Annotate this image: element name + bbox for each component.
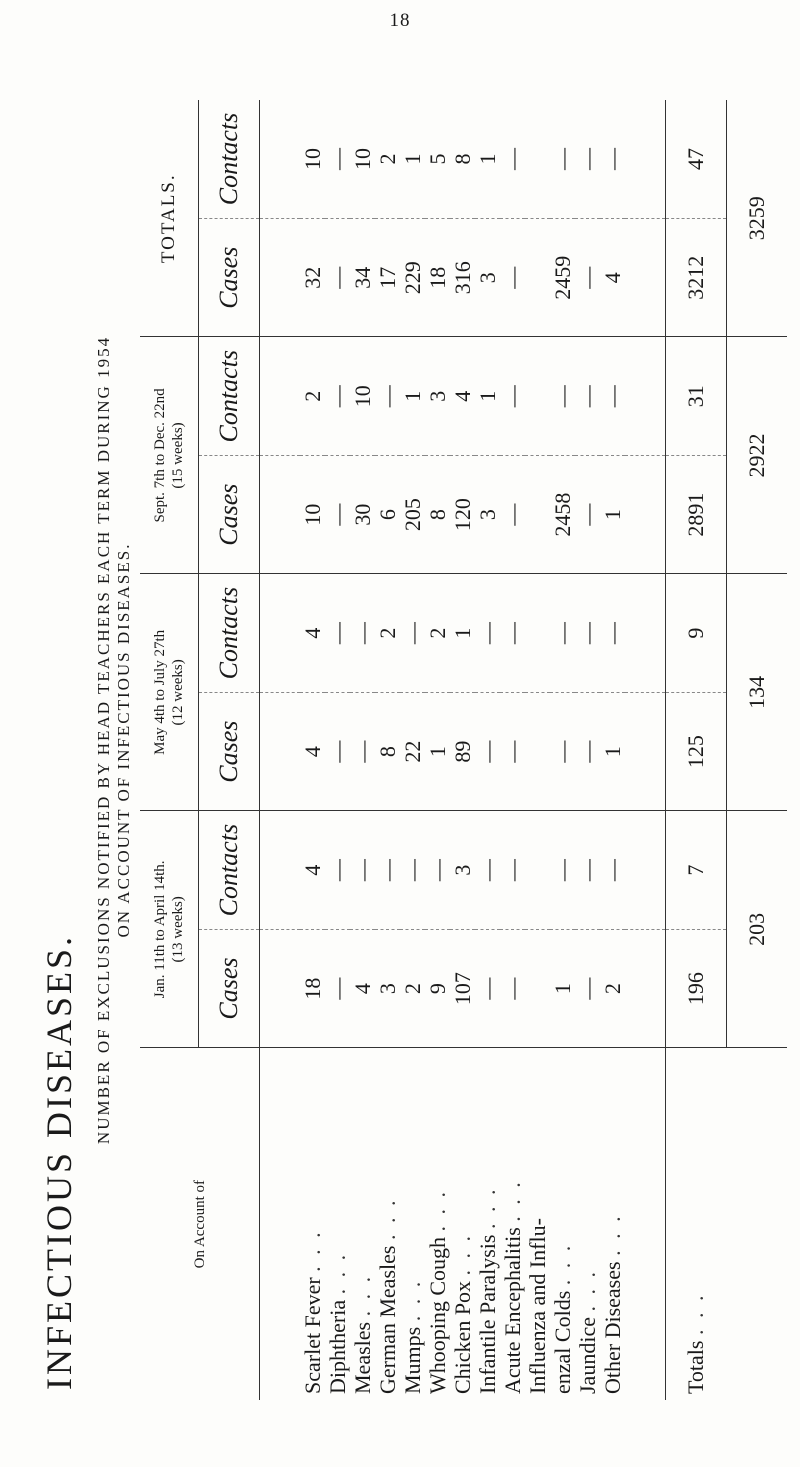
cases-cell: 2458 xyxy=(550,455,575,573)
cases-cell: 1 xyxy=(600,455,625,573)
table-row xyxy=(400,100,425,1400)
cases-cell: — xyxy=(350,692,375,810)
leader-dots: . . . xyxy=(600,1213,625,1256)
contacts-cell: — xyxy=(400,811,425,929)
table-row xyxy=(550,100,575,1400)
subtitle-line-2: ON ACCOUNT OF INFECTIOUS DISEASES. xyxy=(114,542,133,938)
cases-cell xyxy=(525,929,550,1047)
disease-label: Whooping Cough . . . xyxy=(425,1188,450,1394)
cases-cell: — xyxy=(575,219,600,337)
contacts-cell: — xyxy=(575,337,600,455)
cases-cell: — xyxy=(500,929,525,1047)
cases-cell: — xyxy=(325,692,350,810)
cases-cell: 34 xyxy=(350,219,375,337)
disease-label: Influenza and Influ- xyxy=(525,1218,550,1394)
contacts-cell: 2 xyxy=(425,574,450,692)
cases-cell: 1 xyxy=(425,692,450,810)
contacts-cell: 10 xyxy=(300,100,325,219)
disease-label: enzal Colds . . . xyxy=(550,1242,575,1394)
contacts-cell xyxy=(525,100,550,219)
cases-cell: — xyxy=(500,219,525,337)
grand-total-cell: 203 xyxy=(727,811,788,1048)
leader-dots: . . . xyxy=(375,1197,400,1241)
grand-total-cell: 2922 xyxy=(727,337,788,574)
total-cell: 196 xyxy=(666,929,727,1047)
cases-cell: 10 xyxy=(300,455,325,573)
disease-label: Measles . . . xyxy=(350,1273,375,1394)
contacts-cell: — xyxy=(325,100,350,219)
contacts-cell: 10 xyxy=(350,337,375,455)
contacts-cell xyxy=(525,811,550,929)
leader-dots: . . . xyxy=(325,1251,350,1295)
contacts-cell: — xyxy=(575,811,600,929)
cases-cell: 8 xyxy=(425,455,450,573)
total-cell: 2891 xyxy=(666,455,727,573)
contacts-cell: — xyxy=(550,100,575,219)
cases-cell: 316 xyxy=(450,219,475,337)
col-contacts: Contacts xyxy=(199,337,260,455)
leader-dots: . . . xyxy=(425,1188,450,1232)
leader-dots: . . . xyxy=(450,1232,475,1276)
disease-label: Infantile Paralysis . . . xyxy=(475,1186,500,1394)
rotated-page xyxy=(30,90,790,1420)
cases-cell: 17 xyxy=(375,219,400,337)
cases-cell: 229 xyxy=(400,219,425,337)
contacts-cell: — xyxy=(500,574,525,692)
cases-cell: 22 xyxy=(400,692,425,810)
cases-cell: — xyxy=(550,692,575,810)
contacts-cell: — xyxy=(375,337,400,455)
leader-dots: . . . xyxy=(475,1186,500,1230)
contacts-cell: — xyxy=(500,100,525,219)
cases-cell: 6 xyxy=(375,455,400,573)
table-row xyxy=(600,100,625,1400)
term-header-3: Sept. 7th to Dec. 22nd (15 weeks) xyxy=(140,337,199,574)
totals-row xyxy=(666,100,727,1400)
cases-cell: 107 xyxy=(450,929,475,1047)
contacts-cell: — xyxy=(600,811,625,929)
col-cases: Cases xyxy=(199,219,260,337)
disease-label: German Measles . . . xyxy=(375,1197,400,1394)
cases-cell: 32 xyxy=(300,219,325,337)
disease-label: Scarlet Fever . . . xyxy=(300,1229,325,1394)
total-cell: 125 xyxy=(666,692,727,810)
contacts-cell: — xyxy=(325,337,350,455)
contacts-cell: — xyxy=(600,574,625,692)
cases-cell: — xyxy=(575,692,600,810)
table-row xyxy=(575,100,600,1400)
contacts-cell: — xyxy=(600,337,625,455)
table-row xyxy=(325,100,350,1400)
contacts-cell: 5 xyxy=(425,100,450,219)
contacts-cell: — xyxy=(375,811,400,929)
contacts-cell: — xyxy=(350,574,375,692)
cases-cell: — xyxy=(475,929,500,1047)
total-cell: 7 xyxy=(666,811,727,929)
table-row xyxy=(350,100,375,1400)
cases-cell: — xyxy=(575,929,600,1047)
contacts-cell: — xyxy=(325,574,350,692)
contacts-cell: 10 xyxy=(350,100,375,219)
table-row xyxy=(300,100,325,1400)
totals-label: Totals . . . xyxy=(666,1048,727,1400)
grand-total-cell: 3259 xyxy=(727,100,788,337)
contacts-cell xyxy=(525,337,550,455)
contacts-cell: 4 xyxy=(450,337,475,455)
cases-cell: — xyxy=(475,692,500,810)
contacts-cell: 1 xyxy=(400,337,425,455)
col-contacts: Contacts xyxy=(199,811,260,929)
cases-cell xyxy=(525,219,550,337)
contacts-cell: — xyxy=(350,811,375,929)
cases-cell: 1 xyxy=(550,929,575,1047)
subtitle-line-1: NUMBER OF EXCLUSIONS NOTIFIED BY HEAD TEACHERS EACH TERM DURING 1954 xyxy=(94,335,113,1145)
cases-cell: 205 xyxy=(400,455,425,573)
cases-cell: 4 xyxy=(300,692,325,810)
contacts-cell: — xyxy=(600,100,625,219)
total-cell: 47 xyxy=(666,100,727,219)
leader-dots: . . . xyxy=(400,1278,425,1322)
contacts-cell: — xyxy=(550,337,575,455)
cases-cell: — xyxy=(500,692,525,810)
contacts-cell: — xyxy=(500,811,525,929)
page-title: INFECTIOUS DISEASES. xyxy=(39,933,79,1390)
table-row xyxy=(425,100,450,1400)
term-header-2: May 4th to July 27th (12 weeks) xyxy=(140,574,199,811)
leader-dots: . . . xyxy=(550,1242,575,1286)
cases-cell: 8 xyxy=(375,692,400,810)
cases-cell: 3 xyxy=(475,455,500,573)
grand-total-cell: 134 xyxy=(727,574,788,811)
table-row xyxy=(450,100,475,1400)
contacts-cell: 1 xyxy=(475,100,500,219)
leader-dots: . . . xyxy=(500,1179,525,1222)
cases-cell: 9 xyxy=(425,929,450,1047)
contacts-cell: 3 xyxy=(425,337,450,455)
cases-cell xyxy=(525,455,550,573)
contacts-cell: 8 xyxy=(450,100,475,219)
exclusions-table xyxy=(140,100,787,1400)
contacts-cell: 3 xyxy=(450,811,475,929)
cases-cell: 2459 xyxy=(550,219,575,337)
disease-label: Chicken Pox . . . xyxy=(450,1232,475,1394)
cases-cell: 1 xyxy=(600,692,625,810)
cases-cell: 4 xyxy=(350,929,375,1047)
cases-cell: 2 xyxy=(600,929,625,1047)
contacts-cell: — xyxy=(325,811,350,929)
cases-cell: 18 xyxy=(425,219,450,337)
total-cell: 3212 xyxy=(666,219,727,337)
contacts-cell: 1 xyxy=(400,100,425,219)
col-cases: Cases xyxy=(199,455,260,573)
cases-cell: 2 xyxy=(400,929,425,1047)
contacts-cell: 4 xyxy=(300,811,325,929)
contacts-cell: 1 xyxy=(450,574,475,692)
col-contacts: Contacts xyxy=(199,574,260,692)
contacts-cell: — xyxy=(500,337,525,455)
table-row xyxy=(475,100,500,1400)
row-header: On Account of xyxy=(140,1048,260,1400)
cases-cell: — xyxy=(325,219,350,337)
cases-cell: — xyxy=(500,455,525,573)
disease-label: Mumps . . . xyxy=(400,1278,425,1394)
contacts-cell: — xyxy=(550,811,575,929)
cases-cell: 3 xyxy=(475,219,500,337)
contacts-cell: — xyxy=(575,574,600,692)
grand-totals-row xyxy=(727,100,788,1400)
table-row xyxy=(375,100,400,1400)
col-cases: Cases xyxy=(199,929,260,1047)
table-row xyxy=(525,100,550,1400)
contacts-cell: — xyxy=(475,574,500,692)
cases-cell: 30 xyxy=(350,455,375,573)
disease-label: Acute Encephalitis . . . xyxy=(500,1179,525,1394)
total-cell: 9 xyxy=(666,574,727,692)
cases-cell: — xyxy=(325,929,350,1047)
term-header-1: Jan. 11th to April 14th. (13 weeks) xyxy=(140,811,199,1048)
contacts-cell: 1 xyxy=(475,337,500,455)
cases-cell: — xyxy=(325,455,350,573)
table-row xyxy=(500,100,525,1400)
disease-label: Diphtheria . . . xyxy=(325,1251,350,1394)
leader-dots: . . . xyxy=(350,1273,375,1317)
contacts-cell: 4 xyxy=(300,574,325,692)
total-cell: 31 xyxy=(666,337,727,455)
contacts-cell: — xyxy=(550,574,575,692)
contacts-cell: 2 xyxy=(300,337,325,455)
contacts-cell: — xyxy=(400,574,425,692)
contacts-cell: — xyxy=(575,100,600,219)
contacts-cell: 2 xyxy=(375,100,400,219)
contacts-cell: — xyxy=(475,811,500,929)
cases-cell: 120 xyxy=(450,455,475,573)
cases-cell: 4 xyxy=(600,219,625,337)
contacts-cell: 2 xyxy=(375,574,400,692)
cases-cell: — xyxy=(575,455,600,573)
cases-cell: 18 xyxy=(300,929,325,1047)
col-contacts: Contacts xyxy=(199,100,260,219)
totals-header: TOTALS. xyxy=(140,100,199,337)
leader-dots: . . . xyxy=(300,1229,325,1272)
contacts-cell xyxy=(525,574,550,692)
cases-cell: 89 xyxy=(450,692,475,810)
contacts-cell: — xyxy=(425,811,450,929)
disease-label: Other Diseases . . . xyxy=(600,1213,625,1394)
cases-cell xyxy=(525,692,550,810)
leader-dots: . . . xyxy=(575,1269,600,1312)
page-number: 18 xyxy=(389,10,411,31)
disease-label: Jaundice . . . xyxy=(575,1269,600,1394)
col-cases: Cases xyxy=(199,692,260,810)
cases-cell: 3 xyxy=(375,929,400,1047)
